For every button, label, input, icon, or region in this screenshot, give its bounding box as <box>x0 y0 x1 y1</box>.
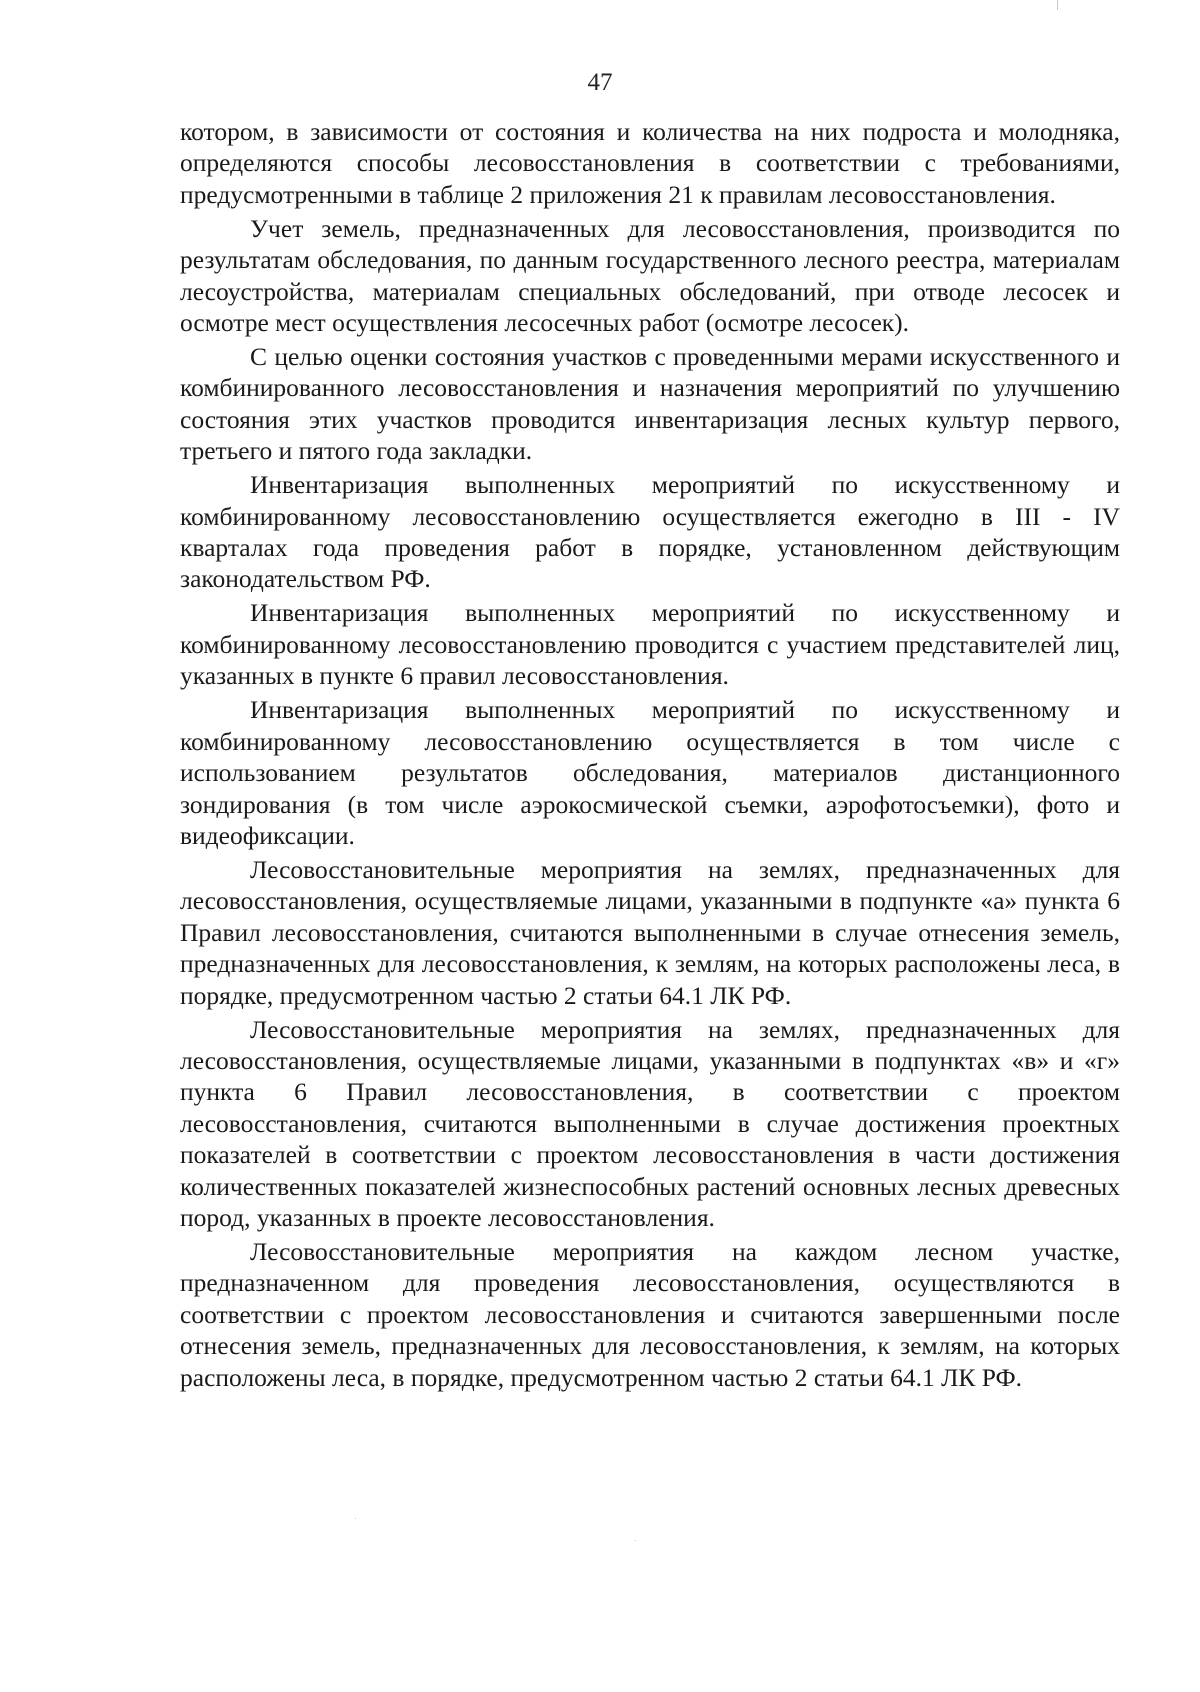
paragraph-8: Лесовосстановительные мероприятия на землях, предназначенных для лесовосстановления, осуществляемые лицами, указанными в подпунктах «в» и «г» пункта 6 Правил лесовосстановления, в соответствии с проектом лесовосстановления, считаются выполненными в случае достижения проектных показателей в соответствии с проектом лесовосстановления в части достижения количественных показателей жизнеспособных растений основных лесных древесных пород, указанных в проекте лесовосстановления. <box>180 1014 1120 1232</box>
scan-mark <box>1057 0 1058 10</box>
paragraph-7: Лесовосстановительные мероприятия на землях, предназначенных для лесовосстановления, осуществляемые лицами, указанными в подпункте «а» пункта 6 Правил лесовосстановления, считаются выполненными в случае отнесения земель, предназначенных для лесовосстановления, к землям, на которых расположены леса, в порядке, предусмотренном частью 2 статьи 64.1 ЛК РФ. <box>180 854 1120 1010</box>
paragraph-5: Инвентаризация выполненных мероприятий по искусственному и комбинированному лесовосстановлению проводится с участием представителей лиц, указанных в пункте 6 правил лесовосстановления. <box>180 598 1120 691</box>
paragraph-3: С целью оценки состояния участков с проведенными мерами искусственного и комбинированного лесовосстановления и назначения мероприятий по улучшению состояния этих участков проводится инвентаризация лесных культур первого, третьего и пятого года закладки. <box>180 342 1120 466</box>
paragraph-1: котором, в зависимости от состояния и количества на них подроста и молодняка, определяются способы лесовосстановления в соответствии с требованиями, предусмотренными в таблице 2 приложения 21 к правилам лесовосстановления. <box>180 117 1120 209</box>
paragraph-4: Инвентаризация выполненных мероприятий по искусственному и комбинированному лесовосстановлению осуществляется ежегодно в III - IV кварталах года проведения работ в порядке, установленном действующим законодательством РФ. <box>180 470 1120 594</box>
page-number: 47 <box>587 69 613 96</box>
paragraph-2: Учет земель, предназначенных для лесовосстановления, производится по результатам обследования, по данным государственного лесного реестра, материалам лесоустройства, материалам специальных обследований, при отводе лесосек и осмотре мест осуществления лесосечных работ (осмотре лесосек). <box>180 213 1120 338</box>
scan-mark <box>355 1518 356 1519</box>
paragraph-9: Лесовосстановительные мероприятия на каждом лесном участке, предназначенном для проведения лесовосстановления, осуществляются в соответствии с проектом лесовосстановления и считаются завершенными после отнесения земель, предназначенных для лесовосстановления, к землям, на которых расположены леса, в порядке, предусмотренном частью 2 статьи 64.1 ЛК РФ. <box>180 1236 1120 1392</box>
document-body <box>180 116 1120 1396</box>
paragraph-6: Инвентаризация выполненных мероприятий по искусственному и комбинированному лесовосстановлению осуществляется в том числе с использованием результатов обследования, материалов дистанционного зондирования (в том числе аэрокосмической съемки, аэрофотосъемки), фото и видеофиксации. <box>180 695 1120 850</box>
scan-mark <box>635 1540 636 1541</box>
